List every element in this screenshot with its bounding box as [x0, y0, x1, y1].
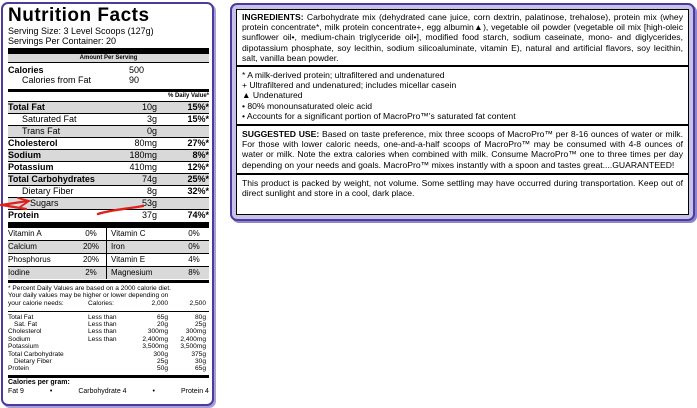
nutrient-row — [8, 126, 209, 137]
nutrient-dv: 12%* — [187, 162, 209, 172]
calories-label: Calories — [8, 65, 44, 75]
nutrient-name: Trans Fat — [22, 126, 61, 136]
dv-table-cell: 65g — [194, 365, 206, 373]
nutrient-name: Sugars — [30, 198, 59, 208]
nutrient-dv: 8%* — [192, 150, 209, 160]
nutrient-row — [8, 186, 209, 197]
dv-table-cell: Sat. Fat — [14, 321, 38, 329]
calories-from-fat-row — [8, 75, 209, 85]
divider — [8, 62, 209, 63]
dv-table-cell: 65g — [156, 313, 168, 321]
nutrient-amount: 53g — [141, 198, 157, 208]
vitamin-row — [8, 241, 209, 253]
dv-table-row — [8, 328, 209, 335]
suggested-use-block — [237, 126, 688, 173]
dv-table-row — [8, 343, 209, 350]
dv-table-row — [8, 321, 209, 328]
nutrient-name: Saturated Fat — [22, 114, 77, 124]
nutrient-amount: 0g — [146, 126, 157, 136]
legend-item: * A milk-derived protein; ultrafiltered and undenatured — [242, 70, 445, 81]
nutrient-name: Dietary Fiber — [22, 186, 74, 196]
calories-row — [8, 65, 209, 75]
cpg-carb: Carbohydrate 4 — [78, 387, 127, 395]
nutrient-amount: 8g — [146, 186, 157, 196]
vitamin-pct: 0% — [188, 242, 200, 251]
vitamin-name: Vitamin E — [111, 255, 146, 264]
dv-table-cell: Protein — [8, 365, 29, 373]
dv-table-cell: 20g — [156, 321, 168, 329]
dv-table-cell: Less than — [88, 328, 117, 336]
nutrient-amount: 74g — [141, 174, 157, 184]
vitamin-pct: 0% — [85, 229, 97, 238]
vitamin-row — [8, 254, 209, 266]
nutrient-amount: 410mg — [129, 162, 157, 172]
vitamin-row — [8, 267, 209, 279]
dv-table-cell: Sodium — [8, 335, 31, 343]
dv-table-cell: Dietary Fiber — [14, 358, 52, 366]
nutrient-row — [8, 174, 209, 185]
dv-table-header — [8, 300, 209, 307]
nutrient-row — [8, 138, 209, 149]
daily-value-header: % Daily Value* — [167, 93, 209, 99]
ingredients-block — [237, 10, 688, 65]
nutrient-amount: 3g — [146, 114, 157, 124]
vitamin-name: Calcium — [8, 242, 37, 251]
packing-note: This product is packed by weight, not volume. Some settling may have occurred during transportation. Keep out of direct sunlight and store in a cool, dark place. — [242, 177, 683, 199]
calories-per-gram-title: Calories per gram: — [8, 378, 70, 386]
vitamin-name: Vitamin A — [8, 229, 42, 238]
calories-from-fat-label: Calories from Fat — [22, 75, 92, 85]
dv-table-cell: Total Carbohydrate — [8, 350, 64, 358]
dv-table-cell: 2,400mg — [180, 335, 206, 343]
nutrient-dv: 15%* — [187, 102, 209, 112]
calories-value: 500 — [129, 65, 145, 75]
nutrient-row-sugars — [8, 198, 209, 209]
dv-table-cell: 300mg — [147, 328, 168, 336]
nutrient-row — [8, 102, 209, 113]
nutrient-amount: 180mg — [129, 150, 157, 160]
dv-reference-table — [8, 314, 209, 373]
dv-table-cell: 30g — [194, 358, 206, 366]
nutrition-title: Nutrition Facts — [8, 5, 150, 26]
nutrient-name: Sodium — [8, 150, 41, 160]
ingredients-text: Carbohydrate mix (dehydrated cane juice, corn dextrin, palatinose, trehalose), protein mix (whey protein concentrate*, milk protein concentrate+, egg albumin▲), vegetable oil powder (vegetable oil mix [high-oleic sunflower oil•, medium-chain triglyceride oil•], modified food starch, sodium caseinate, mono- and diglycerides, dipotassium phosphate, soy lecithin, sodium silicoaluminate, vitamin E), natural and artificial flavors, soy lecithin, salt, vanilla bean powder. — [242, 12, 683, 63]
amount-per-serving: Amount Per Serving — [8, 54, 209, 62]
calories-from-fat-value: 90 — [129, 75, 140, 85]
dv-table-cell: Cholesterol — [8, 328, 42, 336]
nutrient-name: Total Carbohydrates — [8, 174, 95, 184]
servings-per-container: Servings Per Container: 20 — [8, 36, 117, 46]
footnote: Your daily values may be higher or lower depending on — [8, 292, 169, 300]
dv-table-cell — [88, 343, 130, 350]
cpg-fat: Fat 9 — [8, 387, 24, 395]
nutrient-row — [8, 162, 209, 173]
dv-table-cell: 2,000 — [151, 300, 168, 308]
dv-table-cell: 2,500 — [189, 300, 206, 308]
vitamin-pct: 8% — [188, 268, 200, 277]
suggested-use-label: SUGGESTED USE: — [242, 129, 320, 140]
bullet-icon: • — [152, 387, 155, 395]
vitamin-row — [8, 228, 209, 240]
dv-table-cell: 375g — [191, 350, 206, 358]
nutrient-dv: 15%* — [187, 114, 209, 124]
dv-table-row — [8, 336, 209, 343]
dv-table-cell — [88, 351, 130, 358]
dv-table-cell: 80g — [194, 313, 206, 321]
nutrient-row — [8, 150, 209, 161]
dv-table-cell: Calories: — [88, 300, 115, 308]
nutrient-amount: 80mg — [134, 138, 157, 148]
dv-table-cell — [8, 300, 88, 307]
dv-table-cell: 50g — [156, 365, 168, 373]
vitamin-pct: 2% — [85, 268, 97, 277]
calories-per-gram-row — [8, 387, 209, 396]
ingredients-label: INGREDIENTS: — [242, 12, 304, 22]
nutrient-name: Total Fat — [8, 102, 45, 112]
divider — [8, 311, 209, 312]
nutrient-amount: 37g — [141, 210, 157, 220]
dv-table-row — [8, 351, 209, 358]
dv-table-row — [8, 358, 209, 365]
dv-table-cell: 300mg — [185, 328, 206, 336]
nutrient-name: Protein — [8, 210, 40, 220]
dv-table-cell: 3,500mg — [142, 343, 168, 351]
vitamin-name: Vitamin C — [111, 229, 146, 238]
dv-table-cell: Less than — [88, 313, 117, 321]
nutrient-dv: 74%* — [187, 210, 209, 220]
dv-table-cell: Less than — [88, 321, 117, 329]
ingredients-panel — [230, 3, 695, 221]
dv-table-cell: 25g — [194, 321, 206, 329]
dv-table-row — [8, 314, 209, 321]
footnote: * Percent Daily Values are based on a 2000 calorie diet. — [8, 285, 171, 292]
dv-table-cell — [88, 358, 130, 365]
nutrient-dv: 32%* — [187, 186, 209, 196]
nutrient-dv: 27%* — [187, 138, 209, 148]
dv-table-cell: 2,400mg — [142, 335, 168, 343]
ingredient-legend — [237, 67, 688, 124]
legend-item: + Ultrafiltered and undenatured; includes micellar casein — [242, 80, 457, 91]
ingredients-inner — [236, 9, 689, 215]
suggested-use-text: Based on taste preference, mix three scoops of MacroPro™ per 8-16 ounces of water or milk. For those with lower caloric needs, one-and-a-half scoops of MacroPro™ may be consumed with 4-8 ounces of water or milk. Note the extra calories when combined with milk. Consume MacroPro™ one to three times per day depending on your needs and goals. MacroPro™ mixes instantly with a spoon and tastes great....GUARANTEED! — [242, 129, 683, 170]
dv-table-cell: 25g — [156, 358, 168, 366]
nutrient-row — [8, 114, 209, 125]
vitamin-pct: 20% — [82, 242, 99, 251]
dv-table-row — [8, 365, 209, 372]
vitamin-name: Magnesium — [111, 268, 153, 277]
legend-item: ▲ Undenatured — [242, 90, 303, 101]
vitamin-pct: 0% — [188, 229, 200, 238]
dv-table-cell: 3,500mg — [180, 343, 206, 351]
nutrient-amount: 10g — [141, 102, 157, 112]
dv-table-cell: 300g — [153, 350, 168, 358]
legend-item: • 80% monounsaturated oleic acid — [242, 100, 373, 111]
vitamin-pct: 4% — [188, 255, 200, 264]
serving-size: Serving Size: 3 Level Scoops (127g) — [8, 26, 154, 36]
footnote: your calorie needs: — [8, 299, 64, 307]
vitamin-name: Phosphorus — [8, 255, 51, 264]
dv-table-cell: Potassium — [8, 343, 39, 351]
dv-table-cell — [88, 365, 130, 372]
dv-table-cell: Total Fat — [8, 313, 34, 321]
nutrient-name: Potassium — [8, 162, 54, 172]
nutrient-name: Cholesterol — [8, 138, 58, 148]
nutrient-dv: 25%* — [187, 174, 209, 184]
vitamin-name: Iodine — [8, 268, 30, 277]
dv-table-cell: Less than — [88, 335, 117, 343]
nutrient-row — [8, 210, 209, 221]
nutrition-facts-panel — [1, 2, 214, 406]
bullet-icon: • — [49, 387, 53, 395]
legend-item: • Accounts for a significant portion of MacroPro™'s saturated fat content — [242, 110, 516, 121]
vitamin-name: Iron — [111, 242, 125, 251]
cpg-protein: Protein 4 — [180, 387, 209, 395]
vitamin-pct: 20% — [82, 255, 99, 264]
